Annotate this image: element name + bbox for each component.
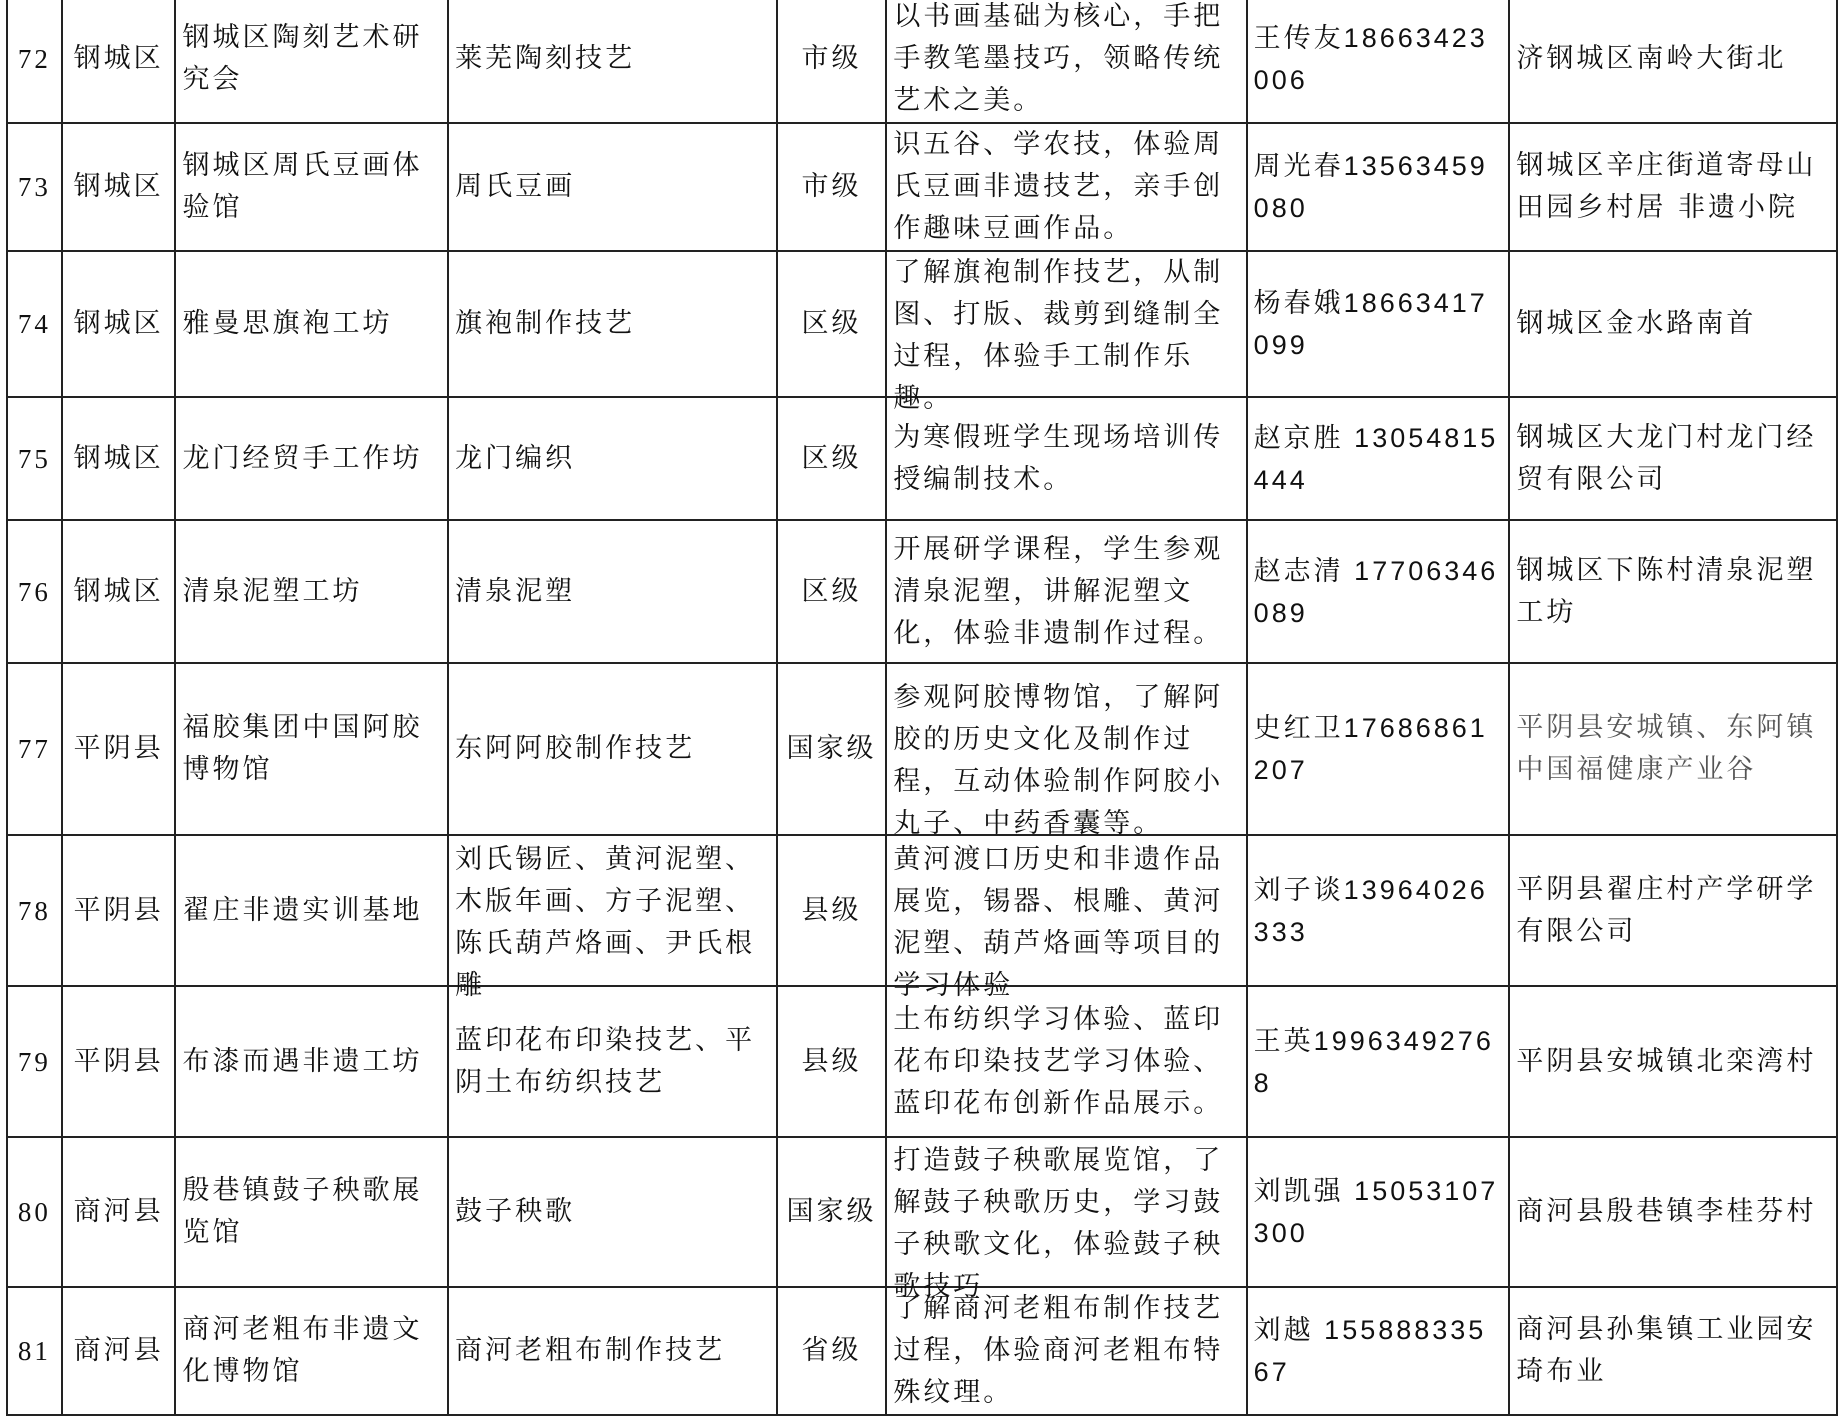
cell-description	[886, 0, 1246, 123]
cell-level	[777, 986, 887, 1137]
cell-contact-text: 周光春13563459080	[1253, 151, 1488, 223]
cell-level	[777, 123, 887, 251]
cell-number-text: 76	[17, 576, 51, 607]
cell-address-text: 钢城区下陈村清泉泥塑工坊	[1516, 554, 1817, 628]
cell-level-text: 区级	[801, 308, 862, 339]
cell-address-text: 钢城区金水路南首	[1516, 308, 1757, 339]
table-row	[7, 520, 1837, 663]
cell-address	[1509, 123, 1837, 251]
cell-number	[7, 251, 62, 397]
cell-site-name	[175, 520, 448, 663]
cell-level-text: 国家级	[786, 1196, 877, 1227]
cell-description	[886, 1287, 1246, 1415]
cell-project-text: 旗袍制作技艺	[455, 308, 636, 339]
table-row	[7, 663, 1837, 835]
cell-address-text: 钢城区辛庄街道寄母山田园乡村居 非遗小院	[1516, 150, 1817, 223]
table-row	[7, 1137, 1837, 1287]
cell-contact	[1247, 397, 1510, 520]
cell-level	[777, 251, 887, 397]
cell-address	[1509, 835, 1837, 986]
cell-address	[1509, 251, 1837, 397]
cell-project	[448, 1137, 777, 1287]
cell-site-name	[175, 1137, 448, 1287]
cell-description	[886, 663, 1246, 839]
cell-site-name-text: 殷巷镇鼓子秧歌展览馆	[182, 1175, 423, 1248]
cell-contact	[1247, 251, 1510, 397]
cell-number	[7, 123, 62, 251]
cell-project-text: 莱芜陶刻技艺	[455, 43, 636, 74]
cell-number-text: 78	[17, 895, 51, 926]
cell-district-text: 平阴县	[73, 1045, 164, 1077]
cell-project-text: 鼓子秧歌	[455, 1196, 576, 1227]
cell-address	[1509, 520, 1837, 663]
cell-address	[1509, 397, 1837, 520]
cell-project	[448, 123, 777, 251]
cell-number-text: 72	[17, 44, 51, 74]
cell-address-text: 商河县殷巷镇李桂芬村	[1516, 1196, 1817, 1227]
cell-contact	[1247, 663, 1510, 835]
cell-contact	[1247, 520, 1510, 663]
cell-site-name-text: 钢城区周氏豆画体验馆	[182, 150, 423, 223]
cell-number	[7, 520, 62, 663]
cell-contact-text: 赵京胜 13054815444	[1253, 422, 1499, 495]
cell-site-name-text: 龙门经贸手工作坊	[182, 442, 423, 474]
cell-district-text: 钢城区	[73, 442, 164, 474]
cell-description-text: 了解商河老粗布制作技艺过程，体验商河老粗布特殊纹理。	[893, 1293, 1224, 1408]
cell-contact-text: 杨春娥18663417099	[1253, 288, 1488, 360]
cell-district-text: 平阴县	[73, 894, 164, 926]
cell-description	[886, 123, 1246, 251]
heritage-site-table	[6, 0, 1838, 1416]
cell-level	[777, 1287, 887, 1415]
cell-site-name-text: 商河老粗布非遗文化博物馆	[182, 1314, 423, 1387]
cell-address	[1509, 986, 1837, 1137]
cell-project-text: 商河老粗布制作技艺	[455, 1335, 726, 1366]
cell-number-text: 74	[17, 309, 51, 339]
cell-district	[62, 251, 176, 397]
cell-project	[448, 1287, 777, 1415]
cell-project-text: 周氏豆画	[455, 171, 576, 202]
table-body	[7, 0, 1837, 1415]
cell-project	[448, 835, 777, 1001]
cell-address	[1509, 1287, 1837, 1415]
cell-site-name	[175, 663, 448, 835]
cell-contact-text: 赵志清 17706346089	[1253, 555, 1499, 628]
cell-number-text: 81	[17, 1336, 51, 1366]
cell-address-text: 平阴县安城镇、东阿镇中国福健康产业谷	[1516, 712, 1817, 785]
cell-address	[1509, 1137, 1837, 1287]
cell-contact-text: 史红卫17686861207	[1253, 713, 1488, 785]
cell-contact	[1247, 123, 1510, 251]
cell-address-text: 平阴县翟庄村产学研学有限公司	[1516, 873, 1817, 947]
cell-description-text: 以书画基础为核心，手把手教笔墨技巧，领略传统艺术之美。	[893, 1, 1224, 116]
cell-site-name	[175, 986, 448, 1137]
cell-district-text: 钢城区	[73, 171, 164, 202]
cell-project-text: 龙门编织	[455, 442, 576, 474]
cell-site-name	[175, 0, 448, 123]
cell-contact-text: 刘子谈13964026333	[1253, 874, 1488, 947]
table-row	[7, 251, 1837, 397]
cell-address	[1509, 0, 1837, 123]
cell-contact	[1247, 1137, 1510, 1287]
cell-number	[7, 835, 62, 986]
cell-description-text: 了解旗袍制作技艺，从制图、打版、裁剪到缝制全过程，体验手工制作乐趣。	[893, 257, 1224, 414]
cell-project-text: 清泉泥塑	[455, 575, 576, 607]
cell-description-text: 打造鼓子秧歌展览馆，了解鼓子秧歌历史，学习鼓子秧歌文化，体验鼓子秧歌技巧	[893, 1145, 1224, 1302]
cell-site-name	[175, 1287, 448, 1415]
cell-district-text: 平阴县	[73, 733, 164, 764]
cell-contact	[1247, 1287, 1510, 1415]
cell-description	[886, 1137, 1246, 1302]
table-row	[7, 986, 1837, 1137]
cell-number-text: 79	[17, 1046, 51, 1077]
cell-project-text: 东阿阿胶制作技艺	[455, 733, 696, 764]
cell-district-text: 商河县	[73, 1196, 164, 1227]
cell-contact-text: 王传友18663423006	[1253, 23, 1488, 95]
cell-district	[62, 835, 176, 986]
cell-description	[886, 835, 1246, 1001]
cell-description-text: 识五谷、学农技，体验周氏豆画非遗技艺，亲手创作趣味豆画作品。	[893, 129, 1224, 244]
cell-contact	[1247, 0, 1510, 123]
cell-district-text: 商河县	[73, 1335, 164, 1366]
cell-contact-text: 刘越 15588833567	[1253, 1315, 1487, 1387]
cell-level-text: 县级	[801, 894, 862, 926]
cell-district-text: 钢城区	[73, 575, 164, 607]
cell-contact-text: 刘凯强 15053107300	[1253, 1176, 1499, 1248]
cell-project	[448, 397, 777, 520]
table-row	[7, 0, 1837, 123]
cell-level	[777, 835, 887, 986]
cell-description	[886, 520, 1246, 663]
cell-site-name-text: 翟庄非遗实训基地	[182, 894, 423, 926]
cell-site-name	[175, 251, 448, 397]
cell-number-text: 77	[17, 734, 51, 764]
cell-contact	[1247, 835, 1510, 986]
cell-number	[7, 0, 62, 123]
cell-description-text: 土布纺织学习体验、蓝印花布印染技艺学习体验、蓝印花布创新作品展示。	[893, 1003, 1224, 1119]
table-row	[7, 123, 1837, 251]
cell-site-name-text: 福胶集团中国阿胶博物馆	[182, 712, 423, 785]
cell-level	[777, 520, 887, 663]
cell-district	[62, 520, 176, 663]
cell-level-text: 区级	[801, 575, 862, 607]
cell-district-text: 钢城区	[73, 43, 164, 74]
cell-level	[777, 397, 887, 520]
cell-level-text: 区级	[801, 442, 862, 474]
cell-description-text: 为寒假班学生现场培训传授编制技术。	[893, 421, 1224, 495]
cell-site-name-text: 钢城区陶刻艺术研究会	[182, 22, 423, 95]
cell-district	[62, 663, 176, 835]
cell-project	[448, 986, 777, 1137]
cell-number	[7, 397, 62, 520]
cell-number	[7, 663, 62, 835]
cell-site-name	[175, 397, 448, 520]
cell-site-name	[175, 835, 448, 986]
cell-level	[777, 1137, 887, 1287]
cell-level-text: 省级	[801, 1335, 862, 1366]
cell-project-text: 刘氏锡匠、黄河泥塑、木版年画、方子泥塑、陈氏葫芦烙画、尹氏根雕	[455, 843, 756, 1001]
cell-district	[62, 123, 176, 251]
cell-contact	[1247, 986, 1510, 1137]
cell-number	[7, 986, 62, 1137]
cell-project-text: 蓝印花布印染技艺、平阴土布纺织技艺	[455, 1024, 756, 1098]
cell-site-name-text: 清泉泥塑工坊	[182, 575, 363, 607]
cell-contact-text: 王英19963492768	[1253, 1025, 1494, 1098]
cell-address-text: 商河县孙集镇工业园安琦布业	[1516, 1314, 1817, 1387]
cell-number	[7, 1137, 62, 1287]
cell-site-name	[175, 123, 448, 251]
cell-level-text: 县级	[801, 1045, 862, 1077]
table-row	[7, 1287, 1837, 1415]
table-row	[7, 835, 1837, 986]
cell-district	[62, 0, 176, 123]
cell-level-text: 市级	[801, 171, 862, 202]
cell-district	[62, 397, 176, 520]
cell-site-name-text: 雅曼思旗袍工坊	[182, 308, 393, 339]
cell-level-text: 国家级	[786, 733, 877, 764]
cell-description-text: 开展研学课程，学生参观清泉泥塑，讲解泥塑文化，体验非遗制作过程。	[893, 533, 1224, 649]
cell-project	[448, 251, 777, 397]
cell-district	[62, 1137, 176, 1287]
cell-project	[448, 520, 777, 663]
cell-address-text: 平阴县安城镇北栾湾村	[1516, 1045, 1817, 1077]
cell-number	[7, 1287, 62, 1415]
cell-site-name-text: 布漆而遇非遗工坊	[182, 1045, 423, 1077]
cell-address-text: 济钢城区南岭大街北	[1516, 43, 1787, 74]
cell-project	[448, 663, 777, 835]
cell-number-text: 80	[17, 1197, 51, 1227]
cell-number-text: 75	[17, 443, 51, 474]
cell-project	[448, 0, 777, 123]
cell-description-text: 参观阿胶博物馆，了解阿胶的历史文化及制作过程，互动体验制作阿胶小丸子、中药香囊等。	[893, 682, 1224, 839]
cell-level	[777, 663, 887, 835]
cell-number-text: 73	[17, 172, 51, 202]
cell-level-text: 市级	[801, 43, 862, 74]
cell-description	[886, 251, 1246, 414]
cell-district	[62, 1287, 176, 1415]
cell-description	[886, 986, 1246, 1137]
cell-district-text: 钢城区	[73, 308, 164, 339]
cell-district	[62, 986, 176, 1137]
cell-address	[1509, 663, 1837, 835]
cell-description-text: 黄河渡口历史和非遗作品展览，锡器、根雕、黄河泥塑、葫芦烙画等项目的学习体验	[893, 843, 1224, 1001]
cell-address-text: 钢城区大龙门村龙门经贸有限公司	[1516, 421, 1817, 495]
cell-level	[777, 0, 887, 123]
